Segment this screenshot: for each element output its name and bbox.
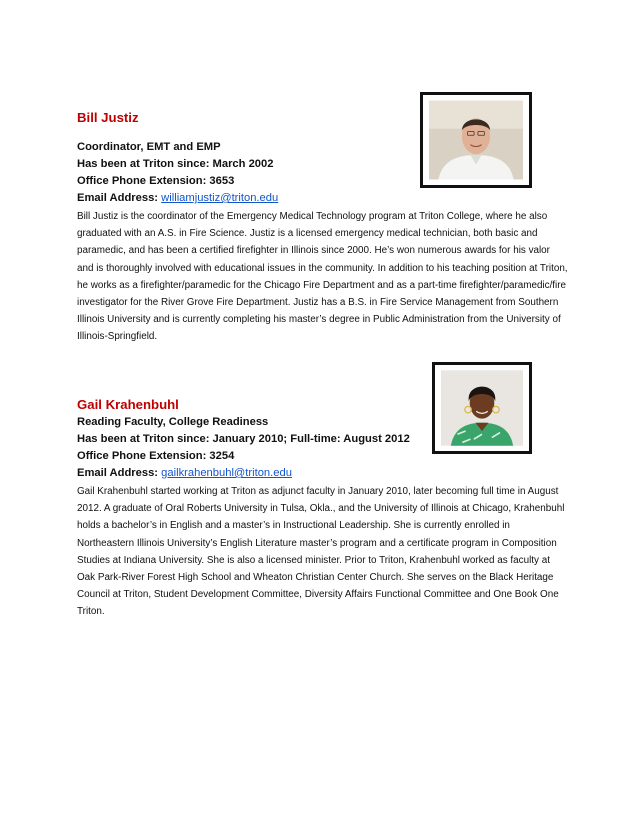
email-link[interactable]: gailkrahenbuhl@triton.edu [161, 467, 292, 479]
profile-bio: Bill Justiz is the coordinator of the Emergency Medical Technology program at Triton College, where he also graduated with an A.S. in Fire Science. Justiz is a licensed emergency medical technician, both basic and paramedic, and has been a certified firefighter in Illinois since 2000. He’s won numerous awards for his valor and is thoroughly involved with educational issues in the community. In addition to his teaching position at Triton, he works as a firefighter/paramedic for the Chicago Fire Department and as a part-time firefighter/paramedic/fire investigator for the River Grove Fire Department. Justiz has a B.S. in Fire Service Management from Southern Illinois University and is currently completing his master’s degree in Public Administration from the University of Illinois-Springfield. [77, 211, 568, 343]
profile-title: Coordinator, EMT and EMP [77, 141, 221, 153]
profile-name: Gail Krahenbuhl [77, 397, 179, 412]
profile-since [77, 156, 569, 173]
email-label: Email Address: [77, 192, 159, 204]
since-value: March 2002 [212, 158, 274, 170]
phone-value: 3254 [209, 450, 235, 462]
since-label: Has been at Triton since: [77, 158, 210, 170]
since-value: January 2010; Full-time: August 2012 [212, 433, 410, 445]
profile-email [77, 465, 569, 482]
profile-gail-krahenbuhl [77, 397, 569, 621]
profile-bio: Gail Krahenbuhl started working at Triton as adjunct faculty in January 2010, later becoming full time in August 2012. A graduate of Oral Roberts University in Tulsa, Okla., and the University of Illinois at Chicago, Krahenbuhl holds a bachelor’s in English and a master’s in Instructional Leadership. She is currently enrolled in Northeastern Illinois University’s English Literature master’s program and a certificate program in Composition Studies at Indiana University. She is also a licensed minister. Prior to Triton, Krahenbuhl worked as faculty at Oak Park-River Forest High School and Wheaton Christian Center Church. She serves on the Black Heritage Council at Triton, Student Development Committee, Diversity Affairs Functional Committee and One Book One Triton. [77, 486, 565, 618]
since-label: Has been at Triton since: [77, 433, 210, 445]
email-label: Email Address: [77, 467, 159, 479]
profile-phone [77, 173, 569, 190]
phone-value: 3653 [209, 175, 235, 187]
profile-phone [77, 448, 569, 465]
profile-name: Bill Justiz [77, 110, 139, 125]
profile-bill-justiz [77, 110, 569, 346]
phone-label: Office Phone Extension: [77, 450, 207, 462]
profile-email [77, 190, 569, 207]
profile-title: Reading Faculty, College Readiness [77, 416, 269, 428]
profile-since [77, 431, 569, 448]
email-link[interactable]: williamjustiz@triton.edu [161, 192, 279, 204]
phone-label: Office Phone Extension: [77, 175, 207, 187]
